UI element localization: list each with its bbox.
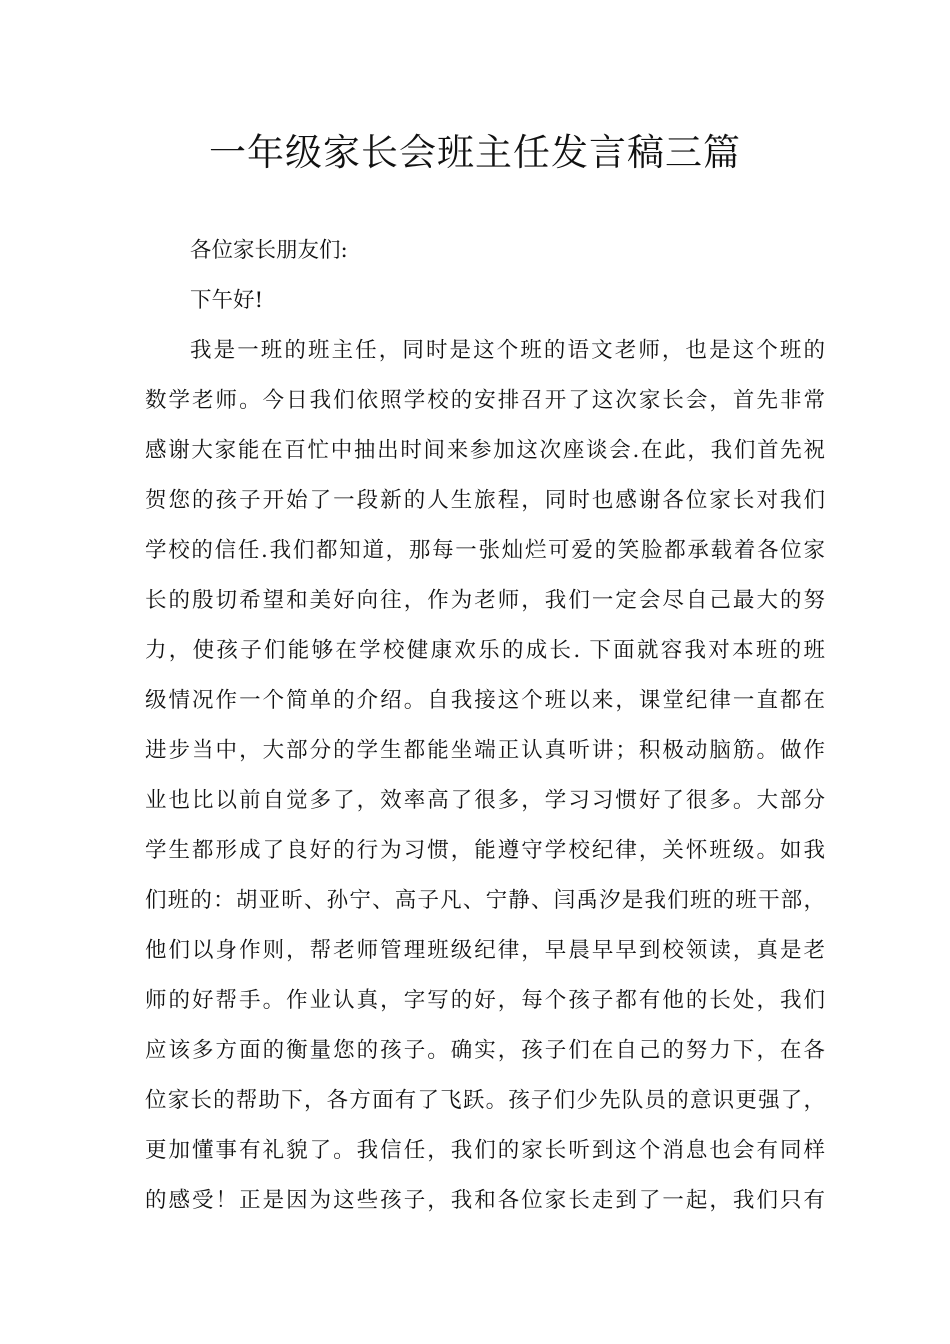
- body-line-13: 他们以身作则，帮老师管理班级纪律，早晨早早到校领读，真是老: [145, 938, 825, 963]
- body-line-7: 力，使孩子们能够在学校健康欢乐的成长. 下面就容我对本班的班: [145, 638, 825, 663]
- body-line-3: 感谢大家能在百忙中抽出时间来参加这次座谈会.在此，我们首先祝: [145, 438, 825, 463]
- body-line-16: 位家长的帮助下，各方面有了飞跃。孩子们少先队员的意识更强了，: [145, 1088, 825, 1113]
- body-line-5: 学校的信任.我们都知道，那每一张灿烂可爱的笑脸都承载着各位家: [145, 538, 825, 563]
- body-line-8: 级情况作一个简单的介绍。自我接这个班以来，课堂纪律一直都在: [145, 688, 825, 713]
- body-line-11: 学生都形成了良好的行为习惯，能遵守学校纪律，关怀班级。如我: [145, 838, 825, 863]
- body-line-17: 更加懂事有礼貌了。我信任，我们的家长听到这个消息也会有同样: [145, 1138, 825, 1163]
- salutation: 各位家长朋友们:: [190, 238, 348, 263]
- body-line-1: 我是一班的班主任，同时是这个班的语文老师，也是这个班的: [190, 338, 825, 363]
- document-title: 一年级家长会班主任发言稿三篇: [209, 131, 741, 174]
- body-line-9: 进步当中，大部分的学生都能坐端正认真听讲；积极动脑筋。做作: [145, 738, 825, 763]
- body-line-6: 长的殷切希望和美好向往，作为老师，我们一定会尽自己最大的努: [145, 588, 825, 613]
- body-line-15: 应该多方面的衡量您的孩子。确实，孩子们在自己的努力下，在各: [145, 1038, 825, 1063]
- body-line-18: 的感受！正是因为这些孩子，我和各位家长走到了一起，我们只有: [145, 1188, 825, 1213]
- body-line-2: 数学老师。今日我们依照学校的安排召开了这次家长会，首先非常: [145, 388, 825, 413]
- body-line-4: 贺您的孩子开始了一段新的人生旅程，同时也感谢各位家长对我们: [145, 488, 825, 513]
- greeting: 下午好!: [190, 288, 264, 313]
- body-line-10: 业也比以前自觉多了，效率高了很多，学习习惯好了很多。大部分: [145, 788, 825, 813]
- body-line-12: 们班的：胡亚昕、孙宁、高子凡、宁静、闫禹汐是我们班的班干部，: [145, 888, 825, 913]
- body-line-14: 师的好帮手。作业认真，字写的好，每个孩子都有他的长处，我们: [145, 988, 825, 1013]
